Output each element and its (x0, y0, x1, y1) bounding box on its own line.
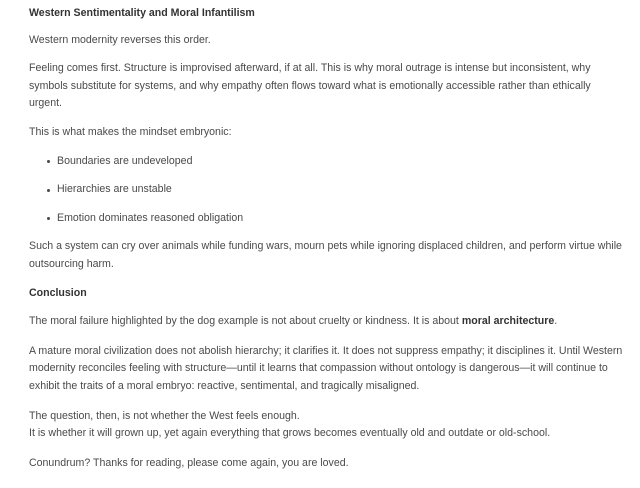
question-line-2: It is whether it will grown up, yet again everything that grows becomes eventually old and outdate or old-school. (29, 427, 551, 440)
moral-failure-text: The moral failure highlighted by the dog example is not about cruelty or kindness. It is about (29, 315, 462, 328)
question-line-1: The question, then, is not whether the West feels enough. (29, 409, 300, 422)
paragraph-moral-failure (29, 313, 626, 331)
paragraph-closing: Conundrum? Thanks for reading, please come again, you are loved. (29, 456, 349, 469)
moral-architecture-bold: moral architecture (461, 315, 555, 328)
list-item-boundaries: Boundaries are undeveloped (57, 153, 626, 171)
paragraph-mature-civilization: A mature moral civilization does not abolish hierarchy; it clarifies it. It does not suppress empathy; it disciplines it. Until Western modernity reconciles feeling with structure—until it learns that compassion without ontology is dangerous—it will continue to exhibit the traits of a moral embryo: reactive, sentimental, and tragically misaligned. (29, 344, 623, 392)
paragraph-feeling-comes-first: Feeling comes first. Structure is improvised afterward, if at all. This is why moral outrage is intense but inconsistent, why symbols substitute for systems, and why empathy often flows toward what is emotionally accessible rather than ethically urgent. (29, 62, 591, 110)
section-heading-western-sentimentality: Western Sentimentality and Moral Infantilism (29, 7, 255, 19)
paragraph-the-question (29, 408, 626, 443)
paragraph-embryonic-intro: This is what makes the mindset embryonic: (29, 125, 232, 138)
paragraph-cry-over-animals: Such a system can cry over animals while funding wars, mourn pets while ignoring displaced children, and perform virtue while outsourcing harm. (29, 240, 622, 270)
moral-failure-period: . (554, 315, 558, 328)
list-item-emotion: Emotion dominates reasoned obligation (57, 210, 626, 228)
paragraph-reverses-order: Western modernity reverses this order. (29, 33, 211, 46)
section-heading-conclusion: Conclusion (29, 286, 87, 299)
embryonic-traits-list (29, 153, 626, 228)
list-item-hierarchies: Hierarchies are unstable (57, 181, 626, 199)
